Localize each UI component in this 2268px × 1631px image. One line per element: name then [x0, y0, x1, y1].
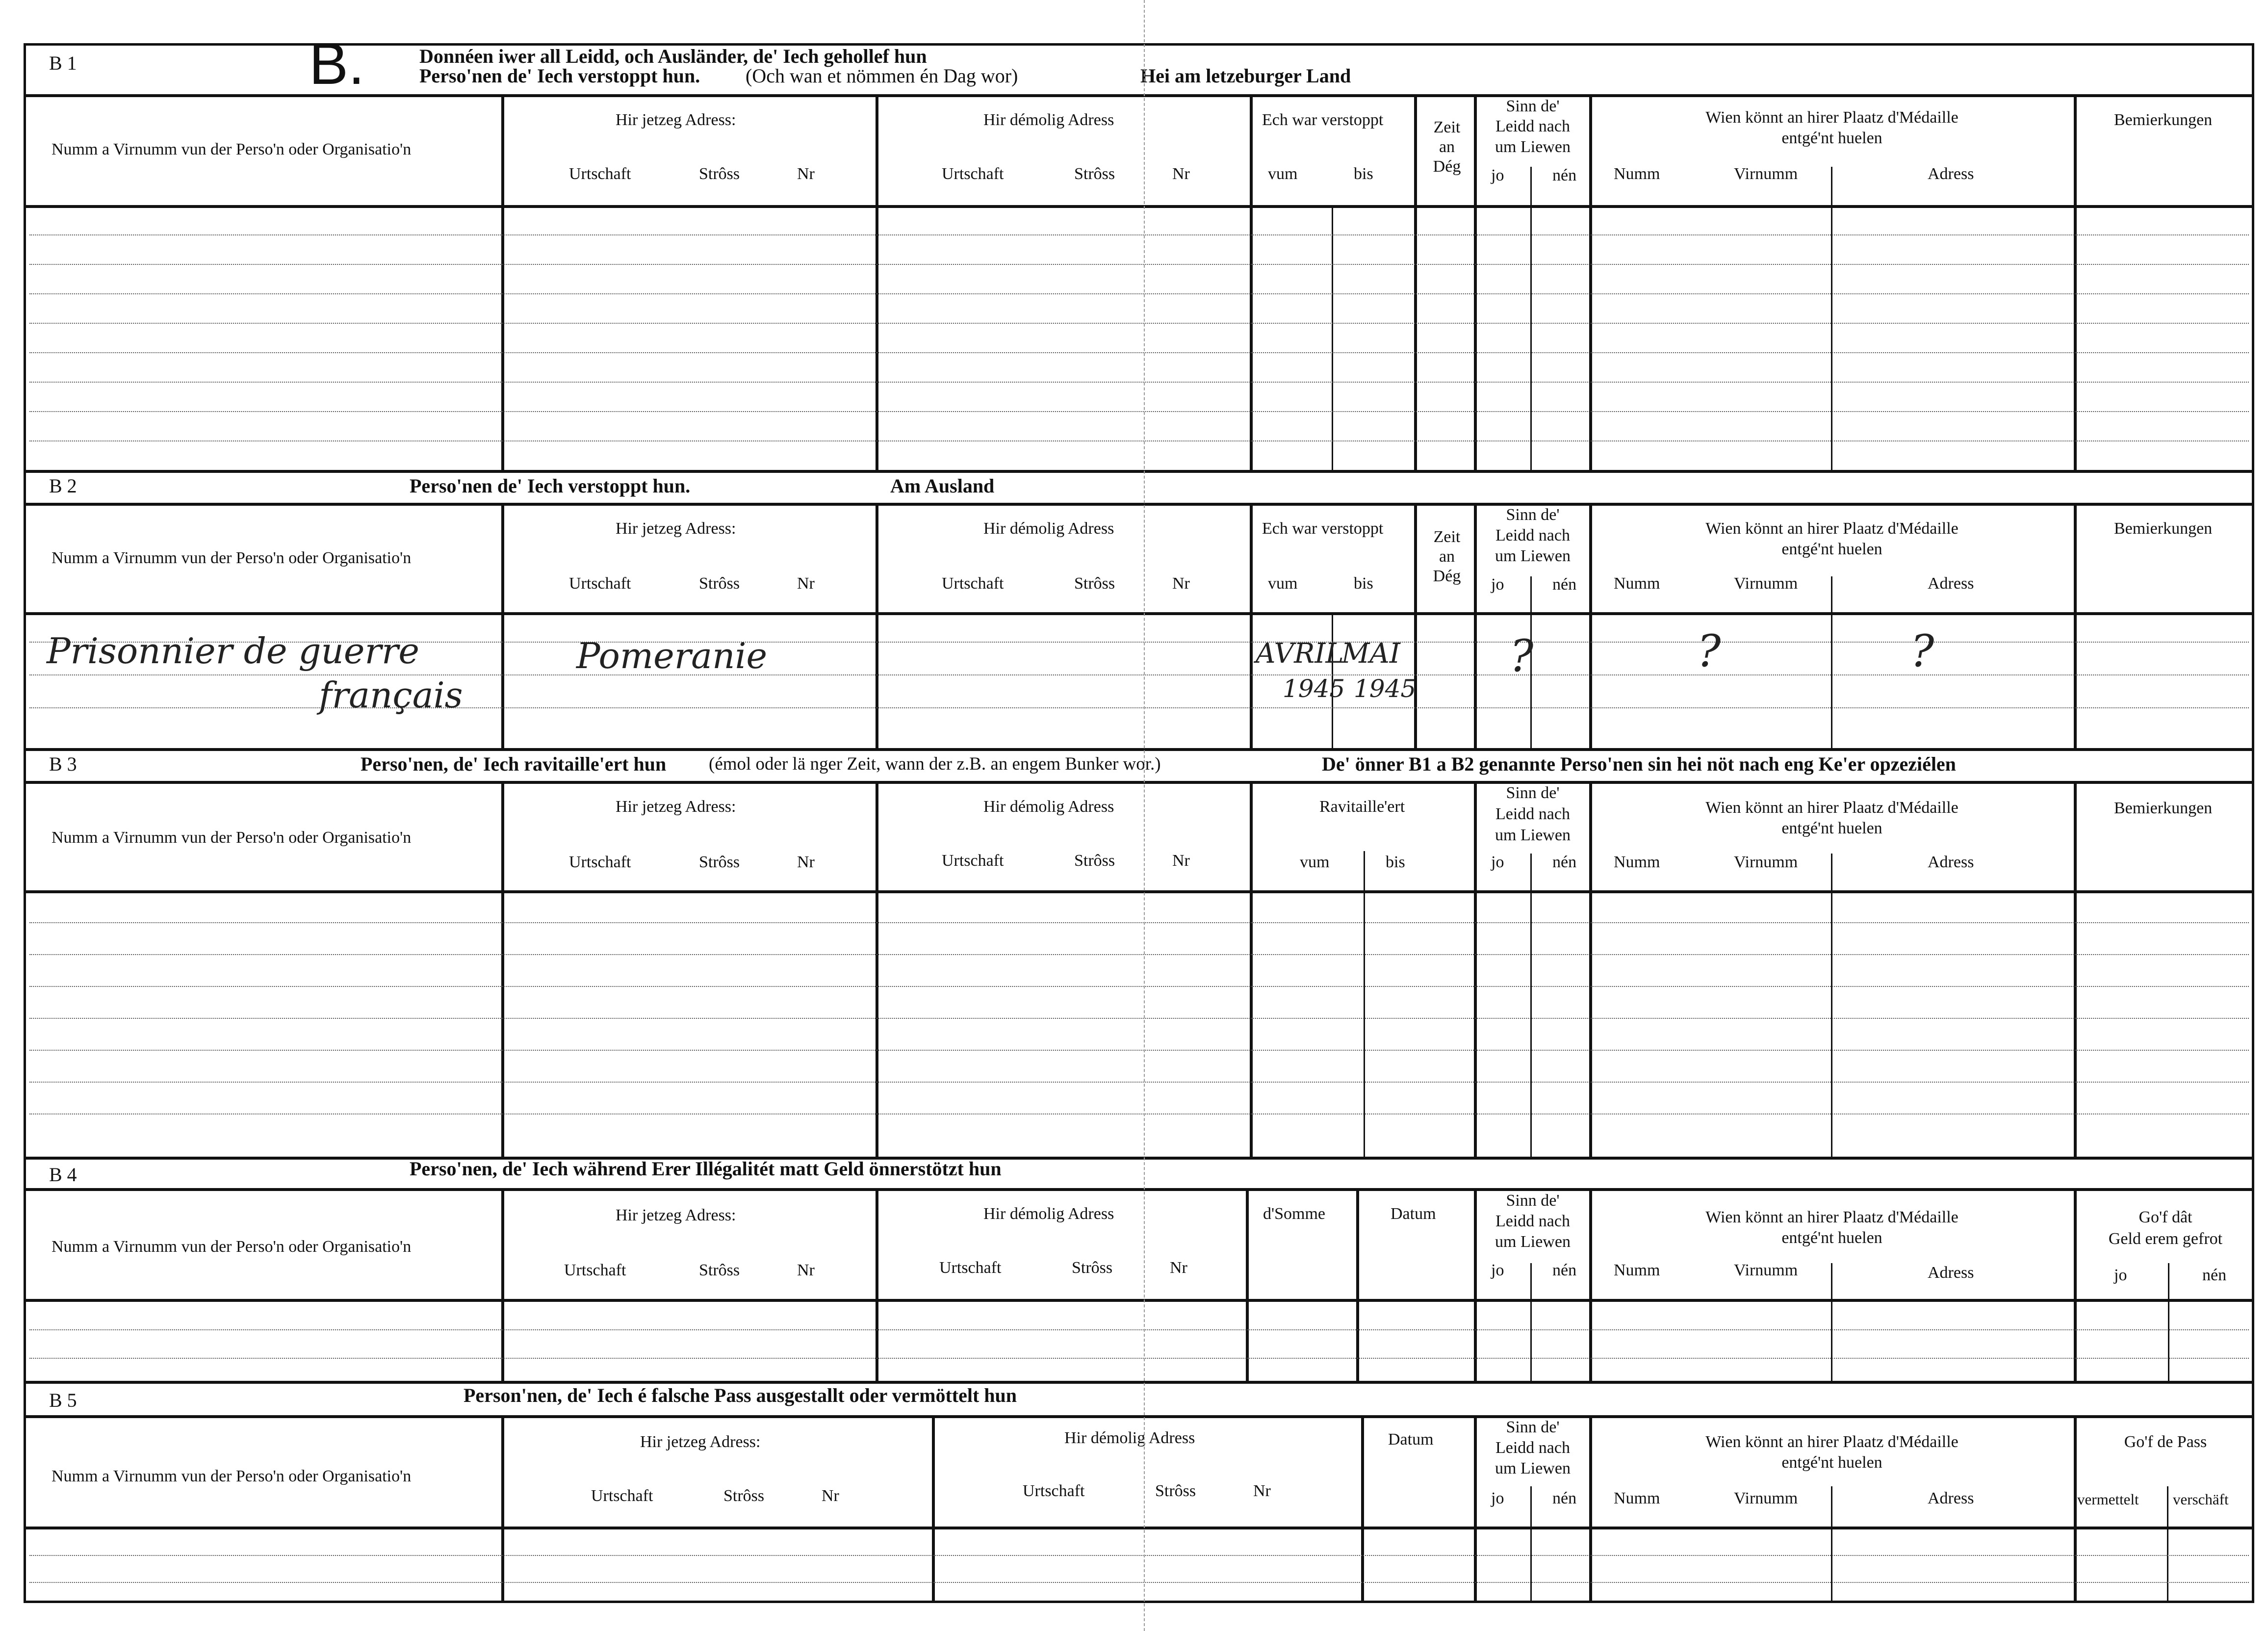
- b1-col: [1474, 94, 1477, 470]
- b3-alive-2: Leidd nach: [1495, 805, 1570, 823]
- b4-address: Adress: [1928, 1264, 1974, 1282]
- b3-alive-3: um Liewen: [1495, 826, 1571, 844]
- b4-col: [2074, 1188, 2077, 1381]
- b3-town2: Urtschaft: [942, 852, 1004, 870]
- b3-rule: [29, 1050, 2249, 1051]
- b1-rule: [29, 440, 2249, 441]
- b4-name-header: Numm a Virnumm vun der Perso'n oder Organisatio'n: [52, 1238, 412, 1256]
- b3-bottom: [24, 1157, 2254, 1160]
- b1-header-top: [24, 94, 2254, 97]
- b2-header-top: [24, 503, 2254, 506]
- b1-nr: Nr: [797, 165, 815, 183]
- b3-header-bottom: [24, 890, 2254, 893]
- b2-alive-1: Sinn de': [1506, 506, 1560, 524]
- b5-firstname: Virnumm: [1734, 1489, 1798, 1507]
- b3-supplied: Ravitaille'ert: [1319, 798, 1405, 816]
- b5-surname: Numm: [1614, 1489, 1660, 1507]
- b1-surname: Numm: [1614, 165, 1660, 183]
- b1-name-header: Numm a Virnumm vun der Perso'n oder Organisatio'n: [52, 140, 412, 158]
- section-b1-id: B 1: [49, 52, 77, 74]
- b3-medal-2: entgé'nt huelen: [1781, 819, 1882, 837]
- b2-entry-medal-firstname: ?: [1697, 625, 1721, 677]
- b2-medal-2: entgé'nt huelen: [1781, 540, 1882, 558]
- form-letter: B.: [309, 31, 365, 97]
- b2-col: [1474, 503, 1477, 748]
- b1-days-1: Zeit: [1433, 118, 1461, 136]
- b1-yes: jo: [1491, 166, 1504, 184]
- b5-town: Urtschaft: [591, 1487, 653, 1505]
- b3-to: bis: [1386, 853, 1405, 871]
- b4-medal-2: entgé'nt huelen: [1781, 1229, 1882, 1247]
- b3-col: [501, 781, 504, 1157]
- b5-current-address: Hir jetzeg Adress:: [640, 1433, 761, 1451]
- b5-yes: jo: [1491, 1489, 1504, 1507]
- section-b3-title-a: Perso'nen, de' Iech ravitaille'ert hun: [361, 753, 667, 775]
- b4-medal-1: Wien könnt an hirer Plaatz d'Médaille: [1705, 1208, 1959, 1226]
- b5-sold: verschäft: [2173, 1491, 2229, 1508]
- b5-date: Datum: [1388, 1430, 1434, 1449]
- b4-current-address: Hir jetzeg Adress:: [616, 1206, 736, 1224]
- b4-col: [1589, 1188, 1592, 1381]
- section-b2-location: Am Ausland: [890, 475, 995, 497]
- section-b3-title-b: (émol oder lä nger Zeit, wann der z.B. an engem Bunker wor.): [709, 754, 1161, 774]
- b1-street2: Strôss: [1074, 165, 1115, 183]
- section-b1-title-1: Donnéen iwer all Leidd, och Ausländer, de' Iech gehollef hun: [419, 45, 927, 67]
- b2-entry-to-2: 1945: [1354, 674, 1417, 703]
- b2-col: [1414, 503, 1417, 748]
- b1-firstname: Virnumm: [1734, 165, 1798, 183]
- b4-alive-3: um Liewen: [1495, 1233, 1571, 1251]
- b2-no: nén: [1552, 575, 1577, 594]
- b2-entry-medal-address: ?: [1910, 625, 1934, 677]
- b2-days-1: Zeit: [1433, 528, 1461, 546]
- b1-medal-1: Wien könnt an hirer Plaatz d'Médaille: [1705, 108, 1959, 127]
- section-b4-title: Perso'nen, de' Iech während Erer Illégalitét matt Geld önnerstötzt hun: [410, 1158, 1002, 1180]
- b5-medal-1: Wien könnt an hirer Plaatz d'Médaille: [1705, 1433, 1959, 1451]
- b3-rule: [29, 1113, 2249, 1114]
- b5-header-bottom: [24, 1527, 2254, 1529]
- b3-col: [1831, 854, 1832, 1157]
- b3-former-address: Hir démolig Adress: [983, 798, 1114, 816]
- b1-medal-2: entgé'nt huelen: [1781, 129, 1882, 147]
- b4-sum: d'Somme: [1263, 1205, 1326, 1223]
- b4-col: [1831, 1263, 1832, 1381]
- section-b3-id: B 3: [49, 753, 77, 775]
- b3-rule: [29, 1082, 2249, 1083]
- b2-surname: Numm: [1614, 574, 1660, 593]
- b4-col: [876, 1188, 878, 1381]
- b5-alive-2: Leidd nach: [1495, 1439, 1570, 1457]
- b4-refund-2: Geld erem gefrot: [2108, 1230, 2223, 1248]
- b3-nr2: Nr: [1172, 852, 1190, 870]
- b1-days-2: an: [1439, 138, 1455, 156]
- b5-col: [1589, 1415, 1592, 1603]
- b2-name-header: Numm a Virnumm vun der Perso'n oder Organisatio'n: [52, 549, 412, 567]
- b1-address: Adress: [1928, 165, 1974, 183]
- section-b1-title-2b: (Och wan et nömmen én Dag wor): [746, 65, 1018, 87]
- b2-from: vum: [1268, 574, 1298, 593]
- b2-bottom: [24, 748, 2254, 751]
- b4-nr: Nr: [797, 1261, 815, 1279]
- b4-refund-no: nén: [2202, 1266, 2227, 1284]
- b4-col: [1474, 1188, 1477, 1381]
- b4-refund-yes: jo: [2114, 1266, 2127, 1284]
- b3-rule: [29, 922, 2249, 923]
- b5-col: [501, 1415, 504, 1603]
- b5-col: [2074, 1415, 2077, 1603]
- b5-col: [1530, 1486, 1532, 1603]
- b3-col: [2074, 781, 2077, 1157]
- b3-header-top: [24, 781, 2254, 784]
- b4-no: nén: [1552, 1261, 1577, 1279]
- b1-col: [1332, 205, 1333, 470]
- b1-former-address: Hir démolig Adress: [983, 111, 1114, 129]
- b3-from: vum: [1300, 853, 1330, 871]
- b1-col: [501, 94, 504, 470]
- b1-alive-3: um Liewen: [1495, 138, 1571, 156]
- b2-town2: Urtschaft: [942, 574, 1004, 593]
- b3-name-header: Numm a Virnumm vun der Perso'n oder Organisatio'n: [52, 828, 412, 847]
- b1-town: Urtschaft: [569, 165, 631, 183]
- b2-remarks: Bemierkungen: [2114, 519, 2213, 538]
- b2-nr: Nr: [797, 574, 815, 593]
- b2-col: [2074, 503, 2077, 748]
- b3-town: Urtschaft: [569, 853, 631, 871]
- b2-former-address: Hir démolig Adress: [983, 519, 1114, 538]
- b5-nr2: Nr: [1253, 1482, 1271, 1500]
- b5-no: nén: [1552, 1489, 1577, 1507]
- section-b1-title-2a: Perso'nen de' Iech verstoppt hun.: [419, 65, 700, 87]
- b3-remarks: Bemierkungen: [2114, 799, 2213, 817]
- b5-col: [2167, 1486, 2168, 1603]
- b3-no: nén: [1552, 853, 1577, 871]
- b4-col: [2168, 1263, 2169, 1381]
- b1-header-bottom: [24, 205, 2254, 208]
- section-b5-title: Person'nen, de' Iech é falsche Pass ausgestallt oder vermöttelt hun: [464, 1384, 1017, 1406]
- b5-medal-2: entgé'nt huelen: [1781, 1453, 1882, 1472]
- b1-rule: [29, 293, 2249, 294]
- b2-col: [1250, 503, 1253, 748]
- b4-date: Datum: [1391, 1205, 1436, 1223]
- b2-days-3: Dég: [1433, 567, 1461, 585]
- b2-yes: jo: [1491, 575, 1504, 594]
- b3-col: [1474, 781, 1477, 1157]
- b3-col: [876, 781, 878, 1157]
- section-b3-title-c: De' önner B1 a B2 genannte Perso'nen sin hei nöt nach eng Ke'er opzeziélen: [1322, 753, 1956, 775]
- b1-to: bis: [1354, 165, 1373, 183]
- b1-col: [1831, 167, 1832, 470]
- b2-entry-alive: ?: [1510, 630, 1534, 682]
- b4-col: [1246, 1188, 1249, 1381]
- b4-yes: jo: [1491, 1261, 1504, 1279]
- section-b2-title: Perso'nen de' Iech verstoppt hun.: [410, 475, 691, 497]
- b1-col: [1250, 94, 1253, 470]
- b5-street2: Strôss: [1155, 1482, 1196, 1500]
- b4-col: [1356, 1188, 1359, 1381]
- b2-col: [501, 503, 504, 748]
- b1-hidden: Ech war verstoppt: [1262, 111, 1384, 129]
- b3-col: [1589, 781, 1592, 1157]
- b4-bottom: [24, 1381, 2254, 1384]
- b3-alive-1: Sinn de': [1506, 784, 1560, 802]
- b2-entry-name-1: Prisonnier de guerre: [47, 630, 419, 672]
- b4-header-top: [24, 1188, 2254, 1191]
- b1-remarks: Bemierkungen: [2114, 111, 2213, 129]
- b3-surname: Numm: [1614, 853, 1660, 871]
- b2-alive-2: Leidd nach: [1495, 526, 1570, 544]
- b4-town2: Urtschaft: [939, 1259, 1002, 1277]
- b2-firstname: Virnumm: [1734, 574, 1798, 593]
- b1-col: [1414, 94, 1417, 470]
- b2-col: [1589, 503, 1592, 748]
- fold-line: [1144, 0, 1145, 1631]
- b2-current-address: Hir jetzeg Adress:: [616, 519, 736, 538]
- b3-medal-1: Wien könnt an hirer Plaatz d'Médaille: [1705, 799, 1959, 817]
- b4-col: [1530, 1263, 1532, 1381]
- b1-rule: [29, 352, 2249, 353]
- b1-street: Strôss: [699, 165, 740, 183]
- b4-refund-1: Go'f dât: [2139, 1208, 2192, 1226]
- b1-days-3: Dég: [1433, 157, 1461, 176]
- b3-rule: [29, 954, 2249, 955]
- b4-alive-2: Leidd nach: [1495, 1212, 1570, 1230]
- b2-hidden: Ech war verstoppt: [1262, 519, 1384, 538]
- b1-col: [1530, 167, 1532, 470]
- b4-col: [501, 1188, 504, 1381]
- b1-rule: [29, 234, 2249, 235]
- b2-address: Adress: [1928, 574, 1974, 593]
- b4-town: Urtschaft: [564, 1261, 626, 1279]
- b2-medal-1: Wien könnt an hirer Plaatz d'Médaille: [1705, 519, 1959, 538]
- b2-town: Urtschaft: [569, 574, 631, 593]
- b1-col: [1589, 94, 1592, 470]
- b1-rule: [29, 264, 2249, 265]
- b5-town2: Urtschaft: [1023, 1482, 1085, 1500]
- b2-entry-name-2: français: [319, 674, 463, 716]
- b1-current-address: Hir jetzeg Adress:: [616, 111, 736, 129]
- b5-col: [932, 1415, 935, 1603]
- b1-col: [2074, 94, 2077, 470]
- b5-rule: [29, 1555, 2249, 1556]
- b1-rule: [29, 411, 2249, 412]
- b5-former-address: Hir démolig Adress: [1064, 1429, 1195, 1447]
- b5-alive-3: um Liewen: [1495, 1459, 1571, 1477]
- b1-alive-1: Sinn de': [1506, 97, 1560, 115]
- b5-header-top: [24, 1415, 2254, 1418]
- b3-street: Strôss: [699, 853, 740, 871]
- b5-col: [1831, 1486, 1832, 1603]
- b3-nr: Nr: [797, 853, 815, 871]
- b4-header-bottom: [24, 1299, 2254, 1302]
- b5-name-header: Numm a Virnumm vun der Perso'n oder Organisatio'n: [52, 1467, 412, 1485]
- b4-alive-1: Sinn de': [1506, 1191, 1560, 1210]
- b1-alive-2: Leidd nach: [1495, 117, 1570, 135]
- b1-bottom: [24, 470, 2254, 473]
- b5-alive-1: Sinn de': [1506, 1418, 1560, 1436]
- b4-former-address: Hir démolig Adress: [983, 1205, 1114, 1223]
- b2-entry-to-1: MAI: [1341, 638, 1400, 670]
- b1-nr2: Nr: [1172, 165, 1190, 183]
- b2-col: [876, 503, 878, 748]
- b4-firstname: Virnumm: [1734, 1261, 1798, 1279]
- b2-street2: Strôss: [1074, 574, 1115, 593]
- b5-col: [1361, 1415, 1364, 1603]
- b5-col: [1474, 1415, 1477, 1603]
- b5-street: Strôss: [723, 1487, 765, 1505]
- b2-nr2: Nr: [1172, 574, 1190, 593]
- b3-col: [1364, 851, 1365, 1157]
- b3-col: [1250, 781, 1253, 1157]
- b3-current-address: Hir jetzeg Adress:: [616, 798, 736, 816]
- b1-no: nén: [1552, 166, 1577, 184]
- b1-town2: Urtschaft: [942, 165, 1004, 183]
- section-b5-id: B 5: [49, 1389, 77, 1411]
- b4-rule: [29, 1358, 2249, 1359]
- b4-nr2: Nr: [1170, 1259, 1187, 1277]
- b2-entry-from-2: 1945: [1283, 674, 1345, 703]
- b1-rule: [29, 323, 2249, 324]
- b3-street2: Strôss: [1074, 852, 1115, 870]
- b2-header-bottom: [24, 612, 2254, 615]
- section-b2-id: B 2: [49, 475, 77, 497]
- b5-nr: Nr: [822, 1487, 839, 1505]
- b2-entry-town: Pomeranie: [576, 635, 768, 676]
- b3-rule: [29, 1018, 2249, 1019]
- b2-col: [1831, 576, 1832, 748]
- b5-rule: [29, 1582, 2249, 1583]
- b4-surname: Numm: [1614, 1261, 1660, 1279]
- b1-rule: [29, 382, 2249, 383]
- b2-days-2: an: [1439, 547, 1455, 566]
- b5-mediated: vermettelt: [2077, 1491, 2139, 1508]
- b3-rule: [29, 986, 2249, 987]
- b2-entry-from-1: AVRIL: [1256, 638, 1344, 670]
- b5-pass-header: Go'f de Pass: [2124, 1433, 2207, 1451]
- b4-street: Strôss: [699, 1261, 740, 1279]
- b5-address: Adress: [1928, 1489, 1974, 1507]
- b1-from: vum: [1268, 165, 1298, 183]
- b2-to: bis: [1354, 574, 1373, 593]
- b3-yes: jo: [1491, 853, 1504, 871]
- b1-col: [876, 94, 878, 470]
- b4-rule: [29, 1329, 2249, 1330]
- section-b1-title-2c: Hei am letzeburger Land: [1140, 65, 1351, 87]
- b2-alive-3: um Liewen: [1495, 547, 1571, 565]
- b3-firstname: Virnumm: [1734, 853, 1798, 871]
- b3-col: [1530, 854, 1532, 1157]
- b2-street: Strôss: [699, 574, 740, 593]
- b4-street2: Strôss: [1072, 1259, 1113, 1277]
- b3-address: Adress: [1928, 853, 1974, 871]
- section-b4-id: B 4: [49, 1164, 77, 1186]
